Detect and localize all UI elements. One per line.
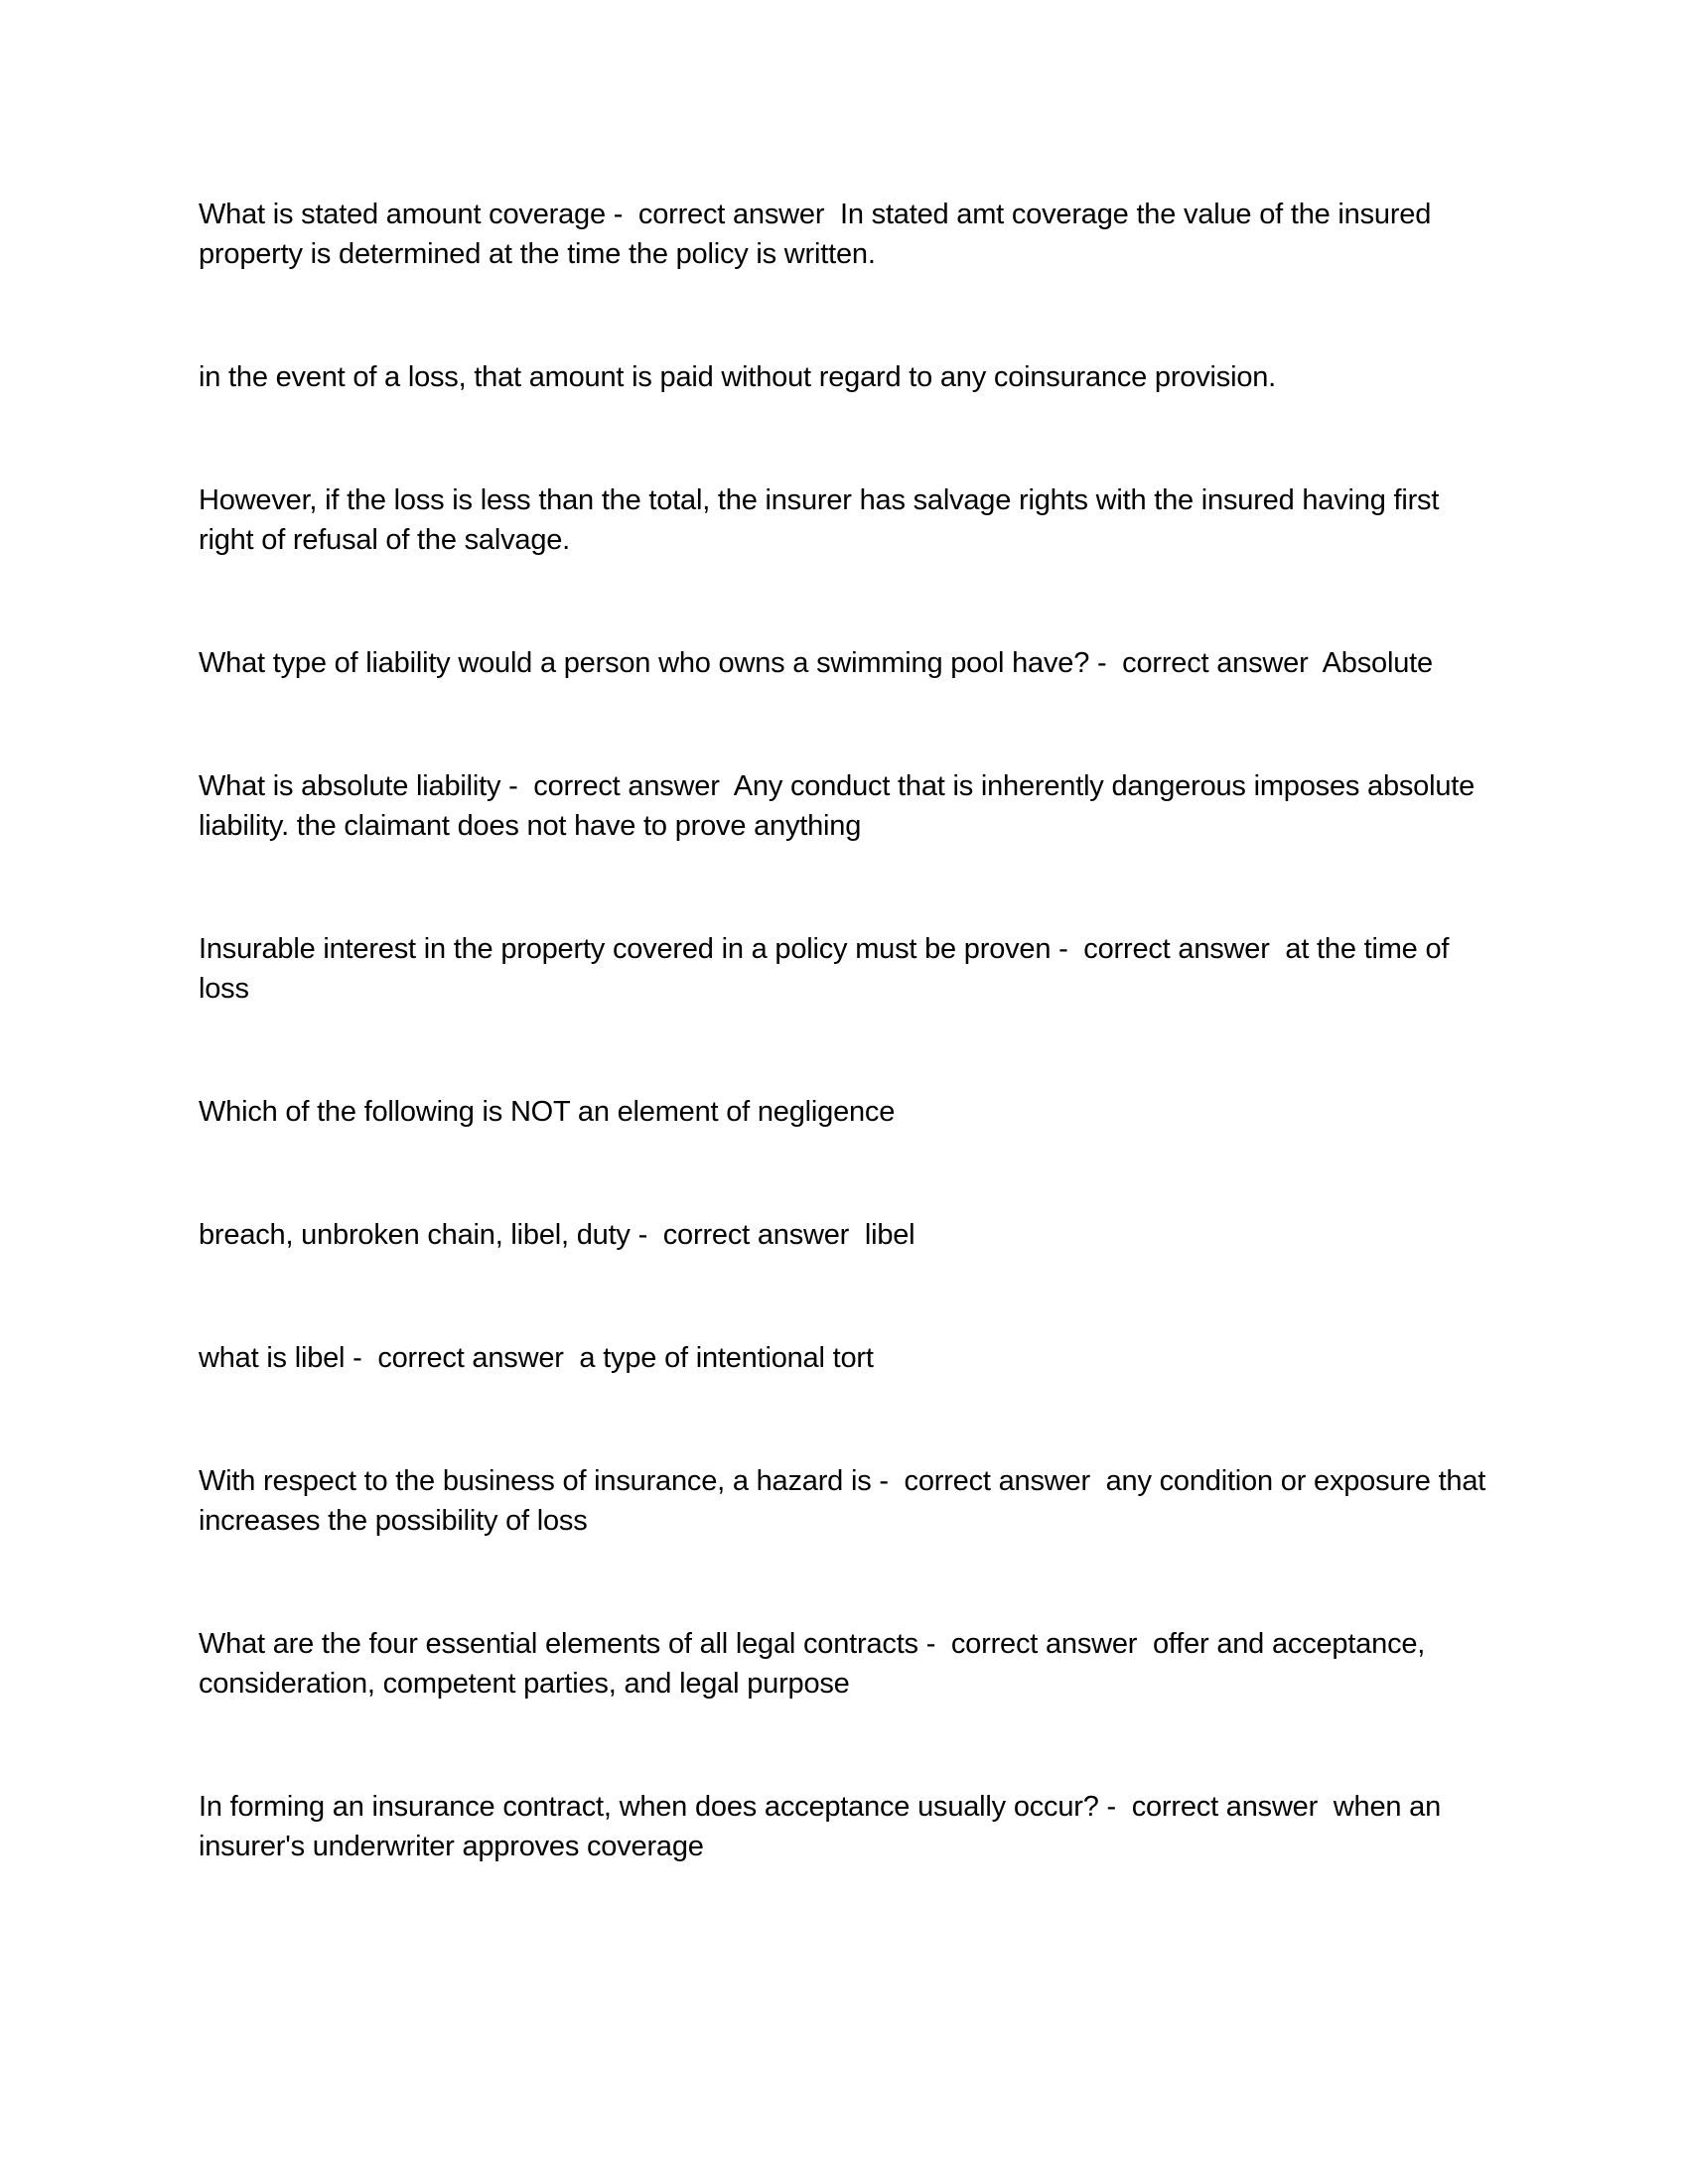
paragraph: However, if the loss is less than the total, the insurer has salvage rights with the insured having first right of refusal of the salvage. xyxy=(199,484,1448,556)
paragraph: what is libel - correct answer a type of intentional tort xyxy=(199,1342,874,1374)
paragraph: What is absolute liability - correct answer Any conduct that is inherently dangerous imposes absolute liability. the claimant does not have to prove anything xyxy=(199,770,1482,842)
paragraph: breach, unbroken chain, libel, duty - correct answer libel xyxy=(199,1219,915,1251)
paragraph: Insurable interest in the property covered in a policy must be proven - correct answer at the time of loss xyxy=(199,933,1458,1005)
paragraph: In forming an insurance contract, when does acceptance usually occur? - correct answer when an insurer's underwriter approves coverage xyxy=(199,1791,1449,1862)
paragraph: Which of the following is NOT an element of negligence xyxy=(199,1096,896,1128)
paragraph: What is stated amount coverage - correct answer In stated amt coverage the value of the insured property is determined at the time the policy is written. xyxy=(199,199,1439,270)
document-body xyxy=(199,195,1493,1950)
paragraph: What are the four essential elements of all legal contracts - correct answer offer and acceptance, consideration, competent parties, and legal purpose xyxy=(199,1628,1434,1700)
paragraph: With respect to the business of insurance, a hazard is - correct answer any condition or exposure that increases the possibility of loss xyxy=(199,1465,1493,1537)
paragraph: What type of liability would a person who owns a swimming pool have? - correct answer Absolute xyxy=(199,647,1433,679)
paragraph: in the event of a loss, that amount is paid without regard to any coinsurance provision. xyxy=(199,361,1277,393)
